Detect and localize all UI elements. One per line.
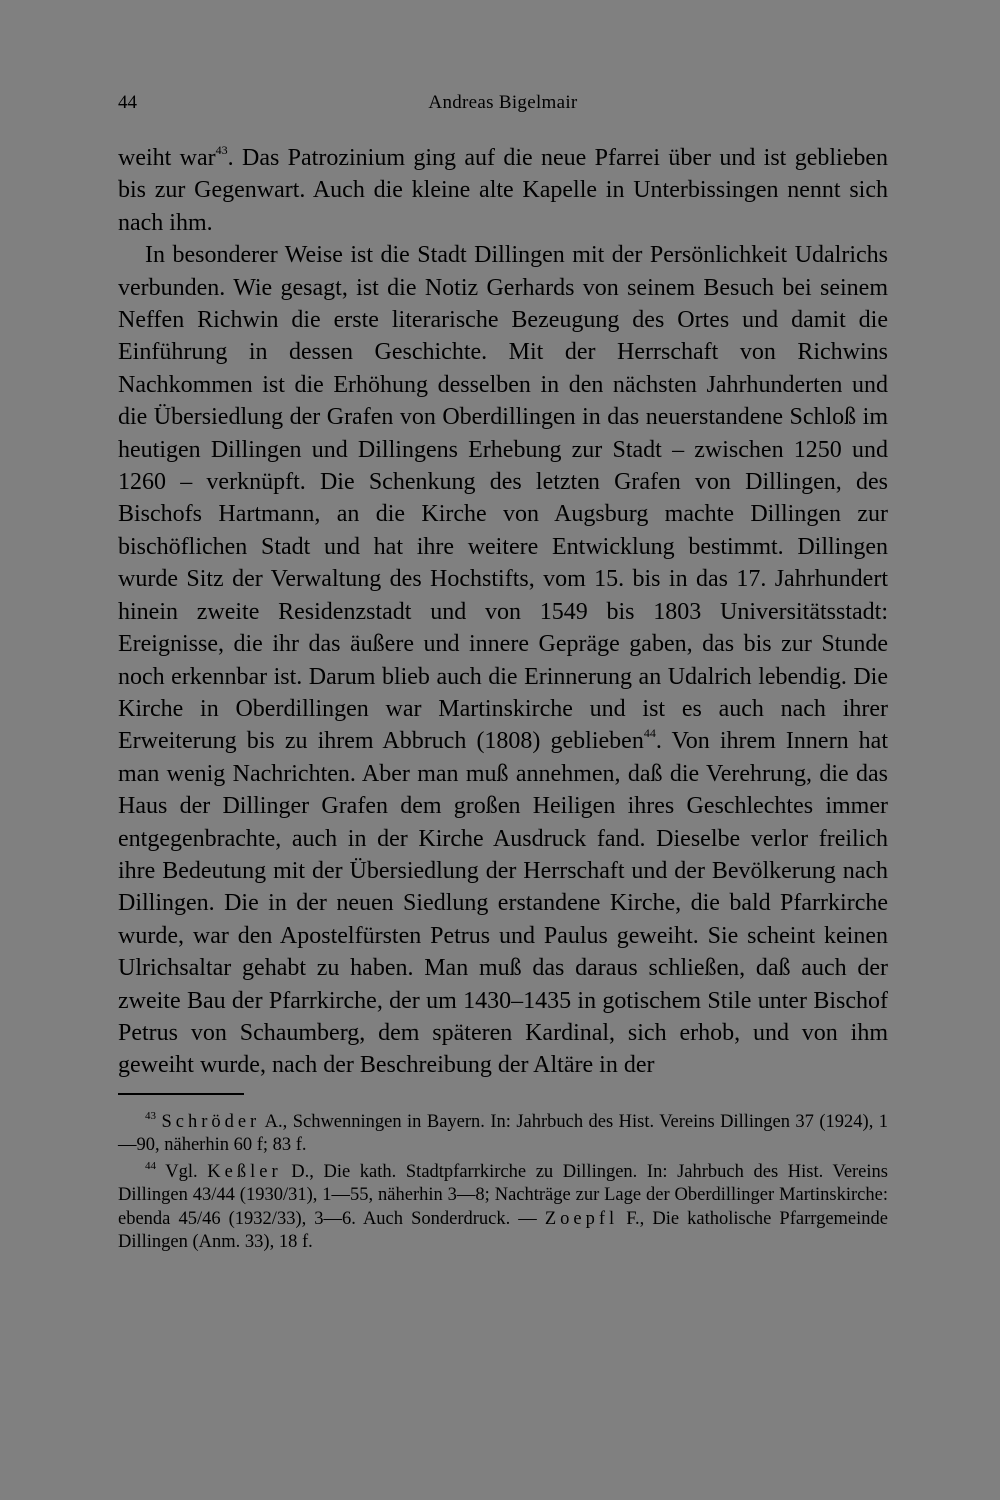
paragraph-2-rest: . Von ihrem Innern hat man wenig Nachrichten. Aber man muß annehmen, daß die Verehrung, die das Haus der Dillinger Grafen dem großen Heiligen ihres Geschlechtes immer entgegenbrachte, auch in der Kirche Ausdruck fand. Dieselbe verlor freilich ihre Bedeutung mit der Übersiedlung der Herrschaft und der Bevölkerung nach Dillingen. Die in der neuen Siedlung erstandene Kirche, die bald Pfarrkirche wurde, war den Apostelfürsten Petrus und Paulus geweiht. Sie scheint keinen Ulrichsaltar gehabt zu haben. Man muß das daraus schließen, daß auch der zweite Bau der Pfarrkirche, der um 1430–1435 in gotischem Stile unter Bischof Petrus von Schaumberg, dem späteren Kardinal, sich erhob, und von ihm geweiht wurde, nach der Beschreibung der Altäre in der [118,728,888,1079]
footnote-43-number: 43 [145,1109,156,1122]
footnotes [118,1111,888,1255]
page-number: 44 [118,92,137,113]
paragraph-1-start: weiht war [118,145,216,171]
footnote-44-number: 44 [145,1159,156,1172]
footnote-44 [118,1161,888,1255]
paragraph-1-rest: . Das Patrozinium ging auf die neue Pfarrei über und ist geblieben bis zur Gegenwart. Auch die kleine alte Kapelle in Unterbissingen nennt sich nach ihm. [118,145,888,236]
footnote-ref-43: 43 [215,143,228,157]
footnote-44-end: F., Die katholische Pfarrgemeinde Dillingen (Anm. 33), 18 f. [118,1208,888,1253]
main-text [118,142,888,1082]
paragraph-2-start: In besonderer Weise ist die Stadt Dillingen mit der Persönlichkeit Udalrichs verbunden. Wie gesagt, ist die Notiz Gerhards von seinem Besuch bei seinem Neffen Richwin die erste literarische Bezeugung des Ortes und damit die Einführung in dessen Geschichte. Mit der Herrschaft von Richwins Nachkommen ist die Erhöhung desselben in den nächsten Jahrhunderten und die Übersiedlung der Grafen von Oberdillingen in das neuerstandene Schloß im heutigen Dillingen und Dillingens Erhebung zur Stadt – zwischen 1250 und 1260 – verknüpft. Die Schenkung des letzten Grafen von Dillingen, des Bischofs Hartmann, an die Kirche von Augsburg machte Dillingen zur bischöflichen Stadt und hat ihre weitere Entwicklung bestimmt. Dillingen wurde Sitz der Verwaltung des Hochstifts, vom 15. bis in das 17. Jahrhundert hinein zweite Residenzstadt und von 1549 bis 1803 Universitätsstadt: Ereignisse, die ihr das äußere und innere Gepräge gaben, das bis zur Stunde noch erkennbar ist. Darum blieb auch die Erinnerung an Udalrich lebendig. Die Kirche in Oberdillingen war Martinskirche und ist es auch nach ihrer Erweiterung bis zu ihrem Abbruch (1808) geblieben [118,242,888,755]
page-header [118,88,888,118]
footnote-44-prefix: Vgl. [156,1161,208,1182]
footnote-divider [118,1093,244,1095]
footnote-43-text: A., Schwenningen in Bayern. In: Jahrbuch des Hist. Vereins Dillingen 37 (1924), 1—90, näherhin 60 f; 83 f. [118,1111,888,1156]
footnote-43-author: Schröder [161,1111,261,1132]
footnote-ref-44: 44 [643,726,656,741]
footnote-44-author: Keßler [207,1161,282,1182]
book-page [118,88,888,1255]
footnote-43 [118,1111,888,1158]
running-head: Andreas Bigelmair [428,92,578,113]
paragraph-1 [118,142,888,239]
footnote-44-text: D., Die kath. Stadtpfarrkirche zu Dillingen. In: Jahrbuch des Hist. Vereins Dillingen 43/44 (1930/31), 1—55, näherhin 3—8; Nachträge zur Lage der Oberdillinger Martinskirche: ebenda 45/46 (1932/33), 3—6. Auch Sonderdruck. — [118,1161,888,1229]
footnote-44-author-2: Zoepfl [544,1208,619,1229]
paragraph-2 [118,239,888,1082]
